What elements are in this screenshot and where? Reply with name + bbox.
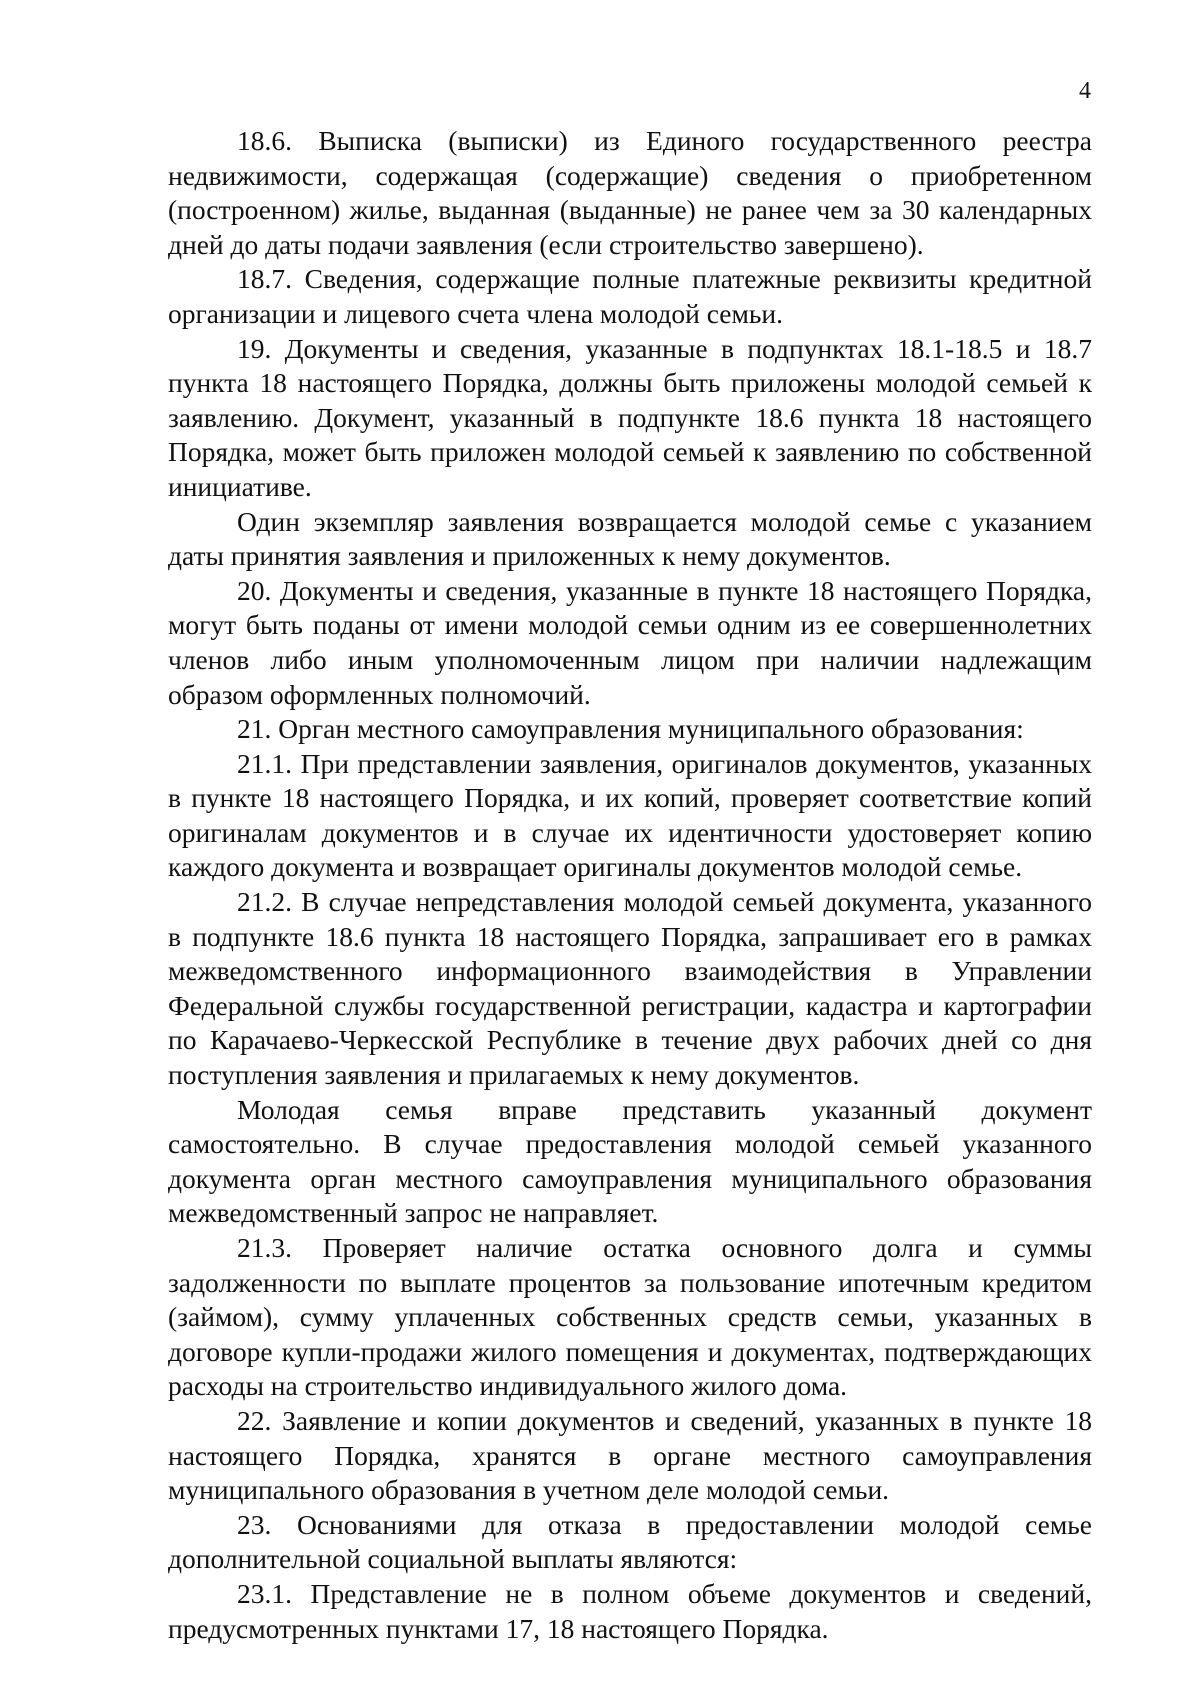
paragraph-21-3: 21.3. Проверяет наличие остатка основного долга и суммы задолженности по выплате процентов за пользование ипотечным кредитом (займом), сумму уплаченных собственных средств семьи, указанных в договоре купли-продажи жилого помещения и документах, подтверждающих расходы на строительство индивидуального жилого дома. [168,1232,1092,1402]
paragraph-21-2: 21.2. В случае непредставления молодой семьей документа, указанного в подпункте 18.6 пункта 18 настоящего Порядка, запрашивает его в рамках межведомственного информационного взаимодействия в Управлении Федеральной службы государственной регистрации, кадастра и картографии по Карачаево-Черкесской Республике в течение двух рабочих дней со дня поступления заявления и прилагаемых к нему документов. [168,886,1092,1091]
paragraph-19-copy: Один экземпляр заявления возвращается молодой семье с указанием даты принятия заявления и приложенных к нему документов. [168,505,1092,572]
paragraph-23-1: 23.1. Представление не в полном объеме документов и сведений, предусмотренных пунктами 17, 18 настоящего Порядка. [168,1577,1092,1644]
paragraph-21-1: 21.1. При представлении заявления, оригиналов документов, указанных в пункте 18 настоящего Порядка, и их копий, проверяет соответствие копий оригиналам документов и в случае их идентичности удостоверяет копию каждого документа и возвращает оригиналы документов молодой семье. [168,747,1092,883]
paragraph-19: 19. Документы и сведения, указанные в подпунктах 18.1-18.5 и 18.7 пункта 18 настоящего Порядка, должны быть приложены молодой семьей к заявлению. Документ, указанный в подпункте 18.6 пункта 18 настоящего Порядка, может быть приложен молодой семьей к заявлению по собственной инициативе. [168,332,1092,502]
page-number: 4 [1079,78,1091,104]
paragraph-21: 21. Орган местного самоуправления муниципального образования: [237,713,1024,745]
paragraph-18-7: 18.7. Сведения, содержащие полные платежные реквизиты кредитной организации и лицевого счета члена молодой семьи. [168,263,1092,329]
paragraph-20: 20. Документы и сведения, указанные в пункте 18 настоящего Порядка, могут быть поданы от имени молодой семьи одним из ее совершеннолетних членов либо иным уполномоченным лицом при наличии надлежащим образом оформленных полномочий. [168,574,1092,710]
document-body [168,124,1092,1646]
paragraph-23: 23. Основаниями для отказа в предоставлении молодой семье дополнительной социальной выплаты являются: [168,1508,1092,1575]
paragraph-21-2-note: Молодая семья вправе представить указанный документ самостоятельно. В случае предоставления молодой семьей указанного документа орган местного самоуправления муниципального образования межведомственный запрос не направляет. [168,1093,1092,1229]
paragraph-18-6: 18.6. Выписка (выписки) из Единого государственного реестра недвижимости, содержащая (содержащие) сведения о приобретенном (построенном) жилье, выданная (выданные) не ранее чем за 30 календарных дней до даты подачи заявления (если строительство завершено). [168,125,1092,260]
paragraph-22: 22. Заявление и копии документов и сведений, указанных в пункте 18 настоящего Порядка, хранятся в органе местного самоуправления муниципального образования в учетном деле молодой семьи. [168,1404,1092,1506]
